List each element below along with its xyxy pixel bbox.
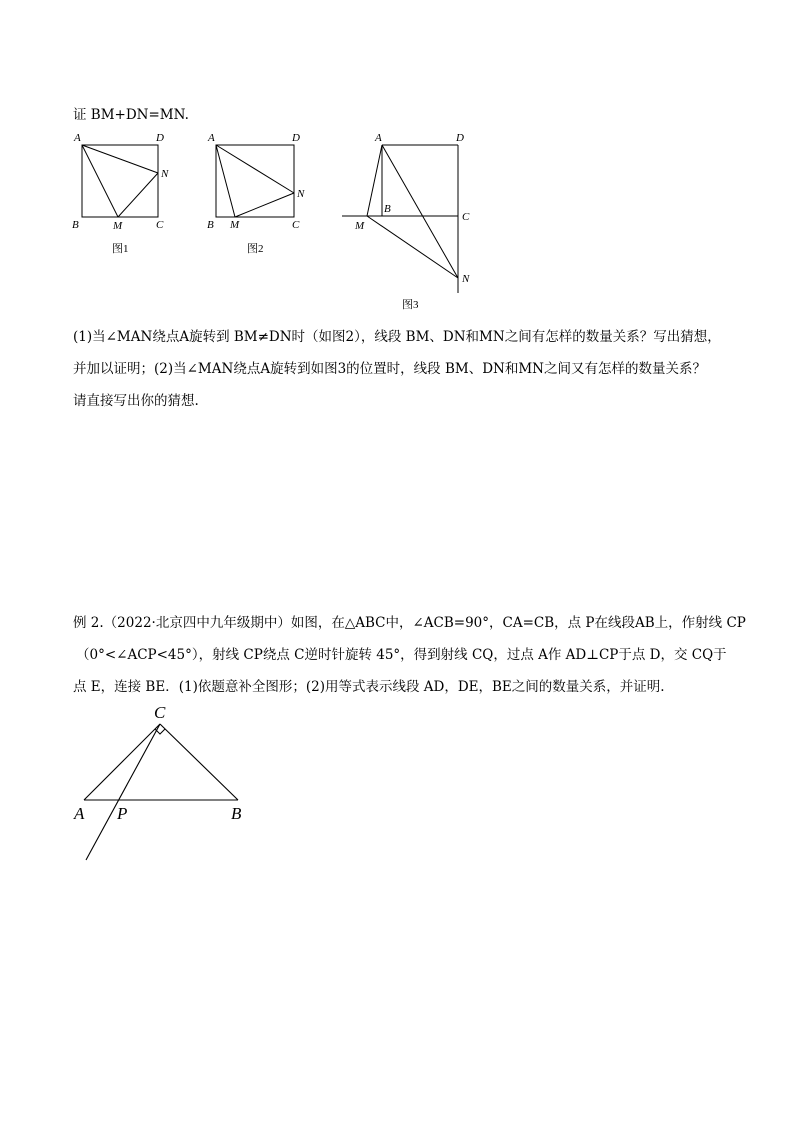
fig3-caption: 图3 <box>402 299 419 311</box>
fig4-label-b: B <box>231 804 242 823</box>
fig1-label-a: A <box>74 132 81 144</box>
figure-3 <box>338 128 486 314</box>
fig2-label-m: M <box>230 219 240 231</box>
example2-line3: 点 E，连接 BE．(1)依题意补全图形；(2)用等式表示线段 AD，DE，BE之间的数量关系，并证明. <box>73 679 665 695</box>
fig3-segment-an <box>382 145 458 278</box>
problem1-question-line1: (1)当∠MAN绕点A旋转到 BM≠DN时（如图2），线段 BM、DN和MN之间有怎样的数量关系？写出猜想， <box>73 329 721 345</box>
fig3-label-a: A <box>375 132 382 144</box>
fig1-caption: 图1 <box>112 243 129 255</box>
fig2-label-n: N <box>297 188 305 200</box>
example2-line1: 例 2.（2022·北京四中九年级期中）如图，在△ABC中，∠ACB=90°，CA=CB，点 P在线段AB上，作射线 CP <box>73 615 746 631</box>
problem1-question-line2: 并加以证明；(2)当∠MAN绕点A旋转到如图3的位置时，线段 BM、DN和MN之间又有怎样的数量关系？ <box>73 361 706 377</box>
fig4-segment-cb <box>160 724 238 800</box>
fig2-square <box>216 145 294 217</box>
fig4-segment-ca <box>84 724 160 800</box>
fig1-label-b: B <box>72 219 79 231</box>
fig2-label-c: C <box>292 219 300 231</box>
fig4-label-p: P <box>117 804 128 823</box>
fig3-label-d: D <box>456 132 464 144</box>
fig2-label-d: D <box>292 132 300 144</box>
fig1-label-d: D <box>156 132 164 144</box>
fig2-label-b: B <box>207 219 214 231</box>
fig4-label-a: A <box>74 804 85 823</box>
fig2-caption: 图2 <box>247 243 264 255</box>
fig1-label-m: M <box>113 220 123 232</box>
fig3-label-c: C <box>462 211 470 223</box>
fig1-label-n: N <box>161 168 169 180</box>
problem1-question-line3: 请直接写出你的猜想. <box>73 393 199 409</box>
fig3-label-b: B <box>384 203 391 215</box>
fig2-segment-am <box>216 145 235 217</box>
fig3-segment-mn <box>367 216 458 278</box>
fig2-segment-mn <box>235 193 294 217</box>
fig2-segment-an <box>216 145 294 193</box>
fig1-label-c: C <box>156 219 164 231</box>
fig4-label-c: C <box>154 703 166 722</box>
example2-line2: （0°<∠ACP<45°），射线 CP绕点 C逆时针旋转 45°，得到射线 CQ，过点 A作 AD⊥CP于点 D，交 CQ于 <box>76 647 727 663</box>
figure-4-triangle <box>66 700 266 870</box>
fig3-segment-am <box>367 145 382 216</box>
fig2-label-a: A <box>208 132 215 144</box>
fig3-label-m: M <box>355 220 365 232</box>
problem1-intro: 证 BM+DN=MN. <box>73 107 189 123</box>
figure-1 <box>66 128 186 256</box>
figure-2 <box>203 128 323 256</box>
fig1-segment-mn <box>118 173 158 217</box>
fig1-square <box>82 145 158 217</box>
fig3-label-n: N <box>462 273 470 285</box>
fig4-ray-cp <box>86 724 160 860</box>
